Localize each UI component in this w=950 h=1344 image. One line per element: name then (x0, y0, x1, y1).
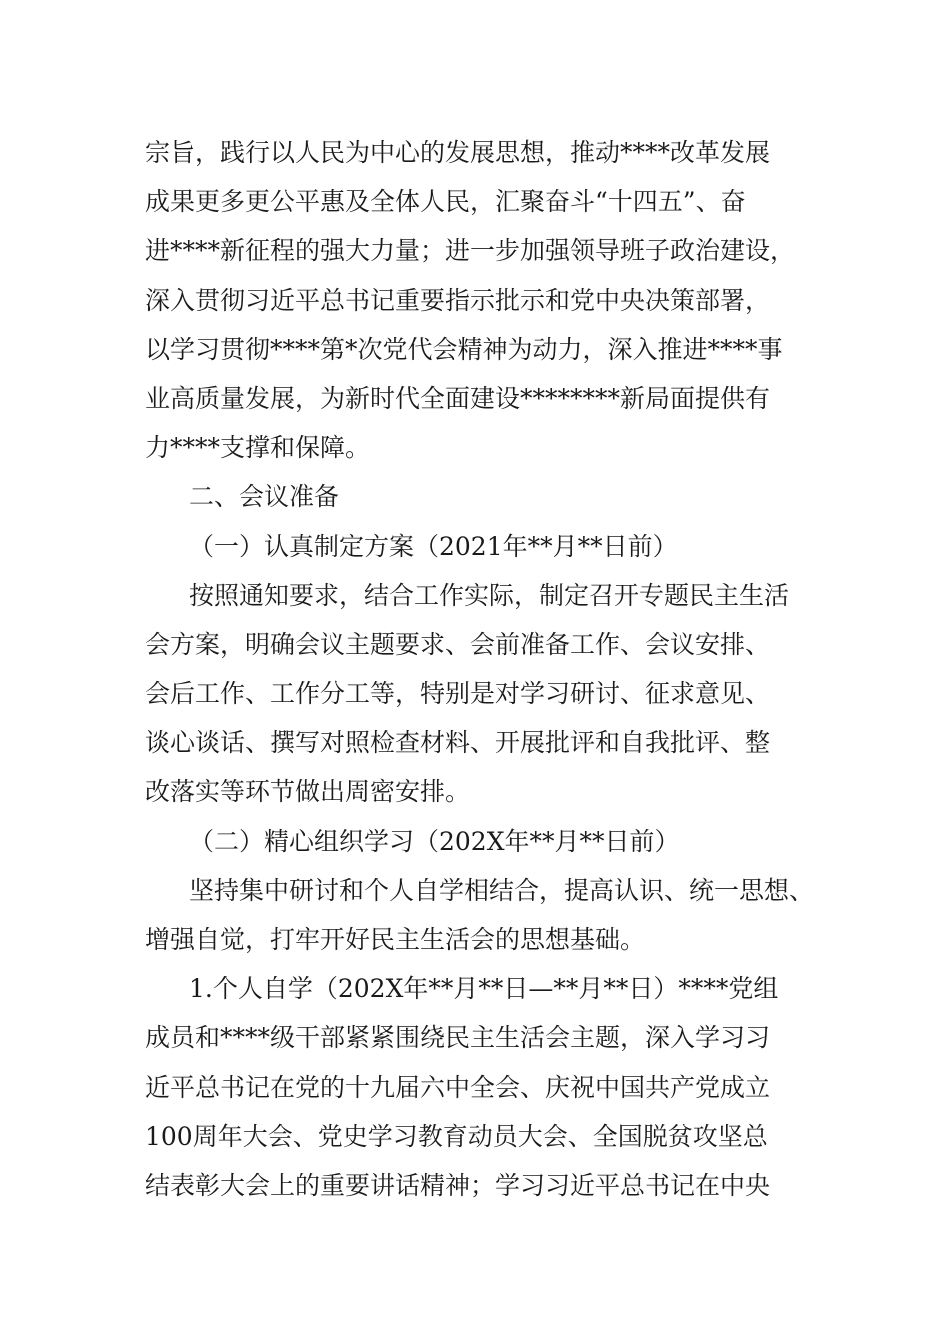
text-line: 会后工作、工作分工等，特别是对学习研讨、征求意见、 (145, 679, 771, 709)
text-line: 宗旨，践行以人民为中心的发展思想，推动****改革发展 (145, 138, 771, 167)
document-body (145, 128, 825, 1210)
text-line: 以学习贯彻****第*次党代会精神为动力，深入推进****事 (145, 334, 783, 364)
paragraph-start-line: 1.个人自学（202X年**月**日—**月**日）****党组 (189, 974, 779, 1004)
text-line: 改落实等环节做出周密安排。 (145, 777, 471, 807)
text-line: 成员和****级干部紧紧围绕民主生活会主题，深入学习习 (145, 1023, 771, 1053)
text-line: 力****支撑和保障。 (145, 433, 371, 463)
section-heading: 二、会议准备 (189, 482, 340, 512)
text-line: 100周年大会、党史学习教育动员大会、全国脱贫攻坚总 (145, 1121, 768, 1151)
text-line: 近平总书记在党的十九届六中全会、庆祝中国共产党成立 (145, 1072, 771, 1102)
text-line: 深入贯彻习近平总书记重要指示批示和党中央决策部署， (145, 285, 771, 315)
text-line: 谈心谈话、撰写对照检查材料、开展批评和自我批评、整 (145, 728, 771, 758)
paragraph-start-line: 按照通知要求，结合工作实际，制定召开专题民主生活 (189, 580, 790, 610)
subsection-heading: （二）精心组织学习（202X年**月**日前） (189, 826, 680, 856)
text-line: 会方案，明确会议主题要求、会前准备工作、会议安排、 (145, 629, 771, 659)
paragraph-start-line: 坚持集中研讨和个人自学相结合，提高认识、统一思想、 (189, 875, 815, 905)
text-line: 增强自觉，打牢开好民主生活会的思想基础。 (145, 925, 646, 954)
text-line: 进****新征程的强大力量；进一步加强领导班子政治建设， (145, 236, 796, 266)
text-line: 业高质量发展，为新时代全面建设********新局面提供有 (145, 383, 771, 413)
text-line: 成果更多更公平惠及全体人民，汇聚奋斗“十四五”、奋 (145, 187, 746, 217)
text-line: 结表彰大会上的重要讲话精神；学习习近平总书记在中央 (145, 1170, 771, 1200)
subsection-heading: （一）认真制定方案（2021年**月**日前） (189, 531, 678, 561)
